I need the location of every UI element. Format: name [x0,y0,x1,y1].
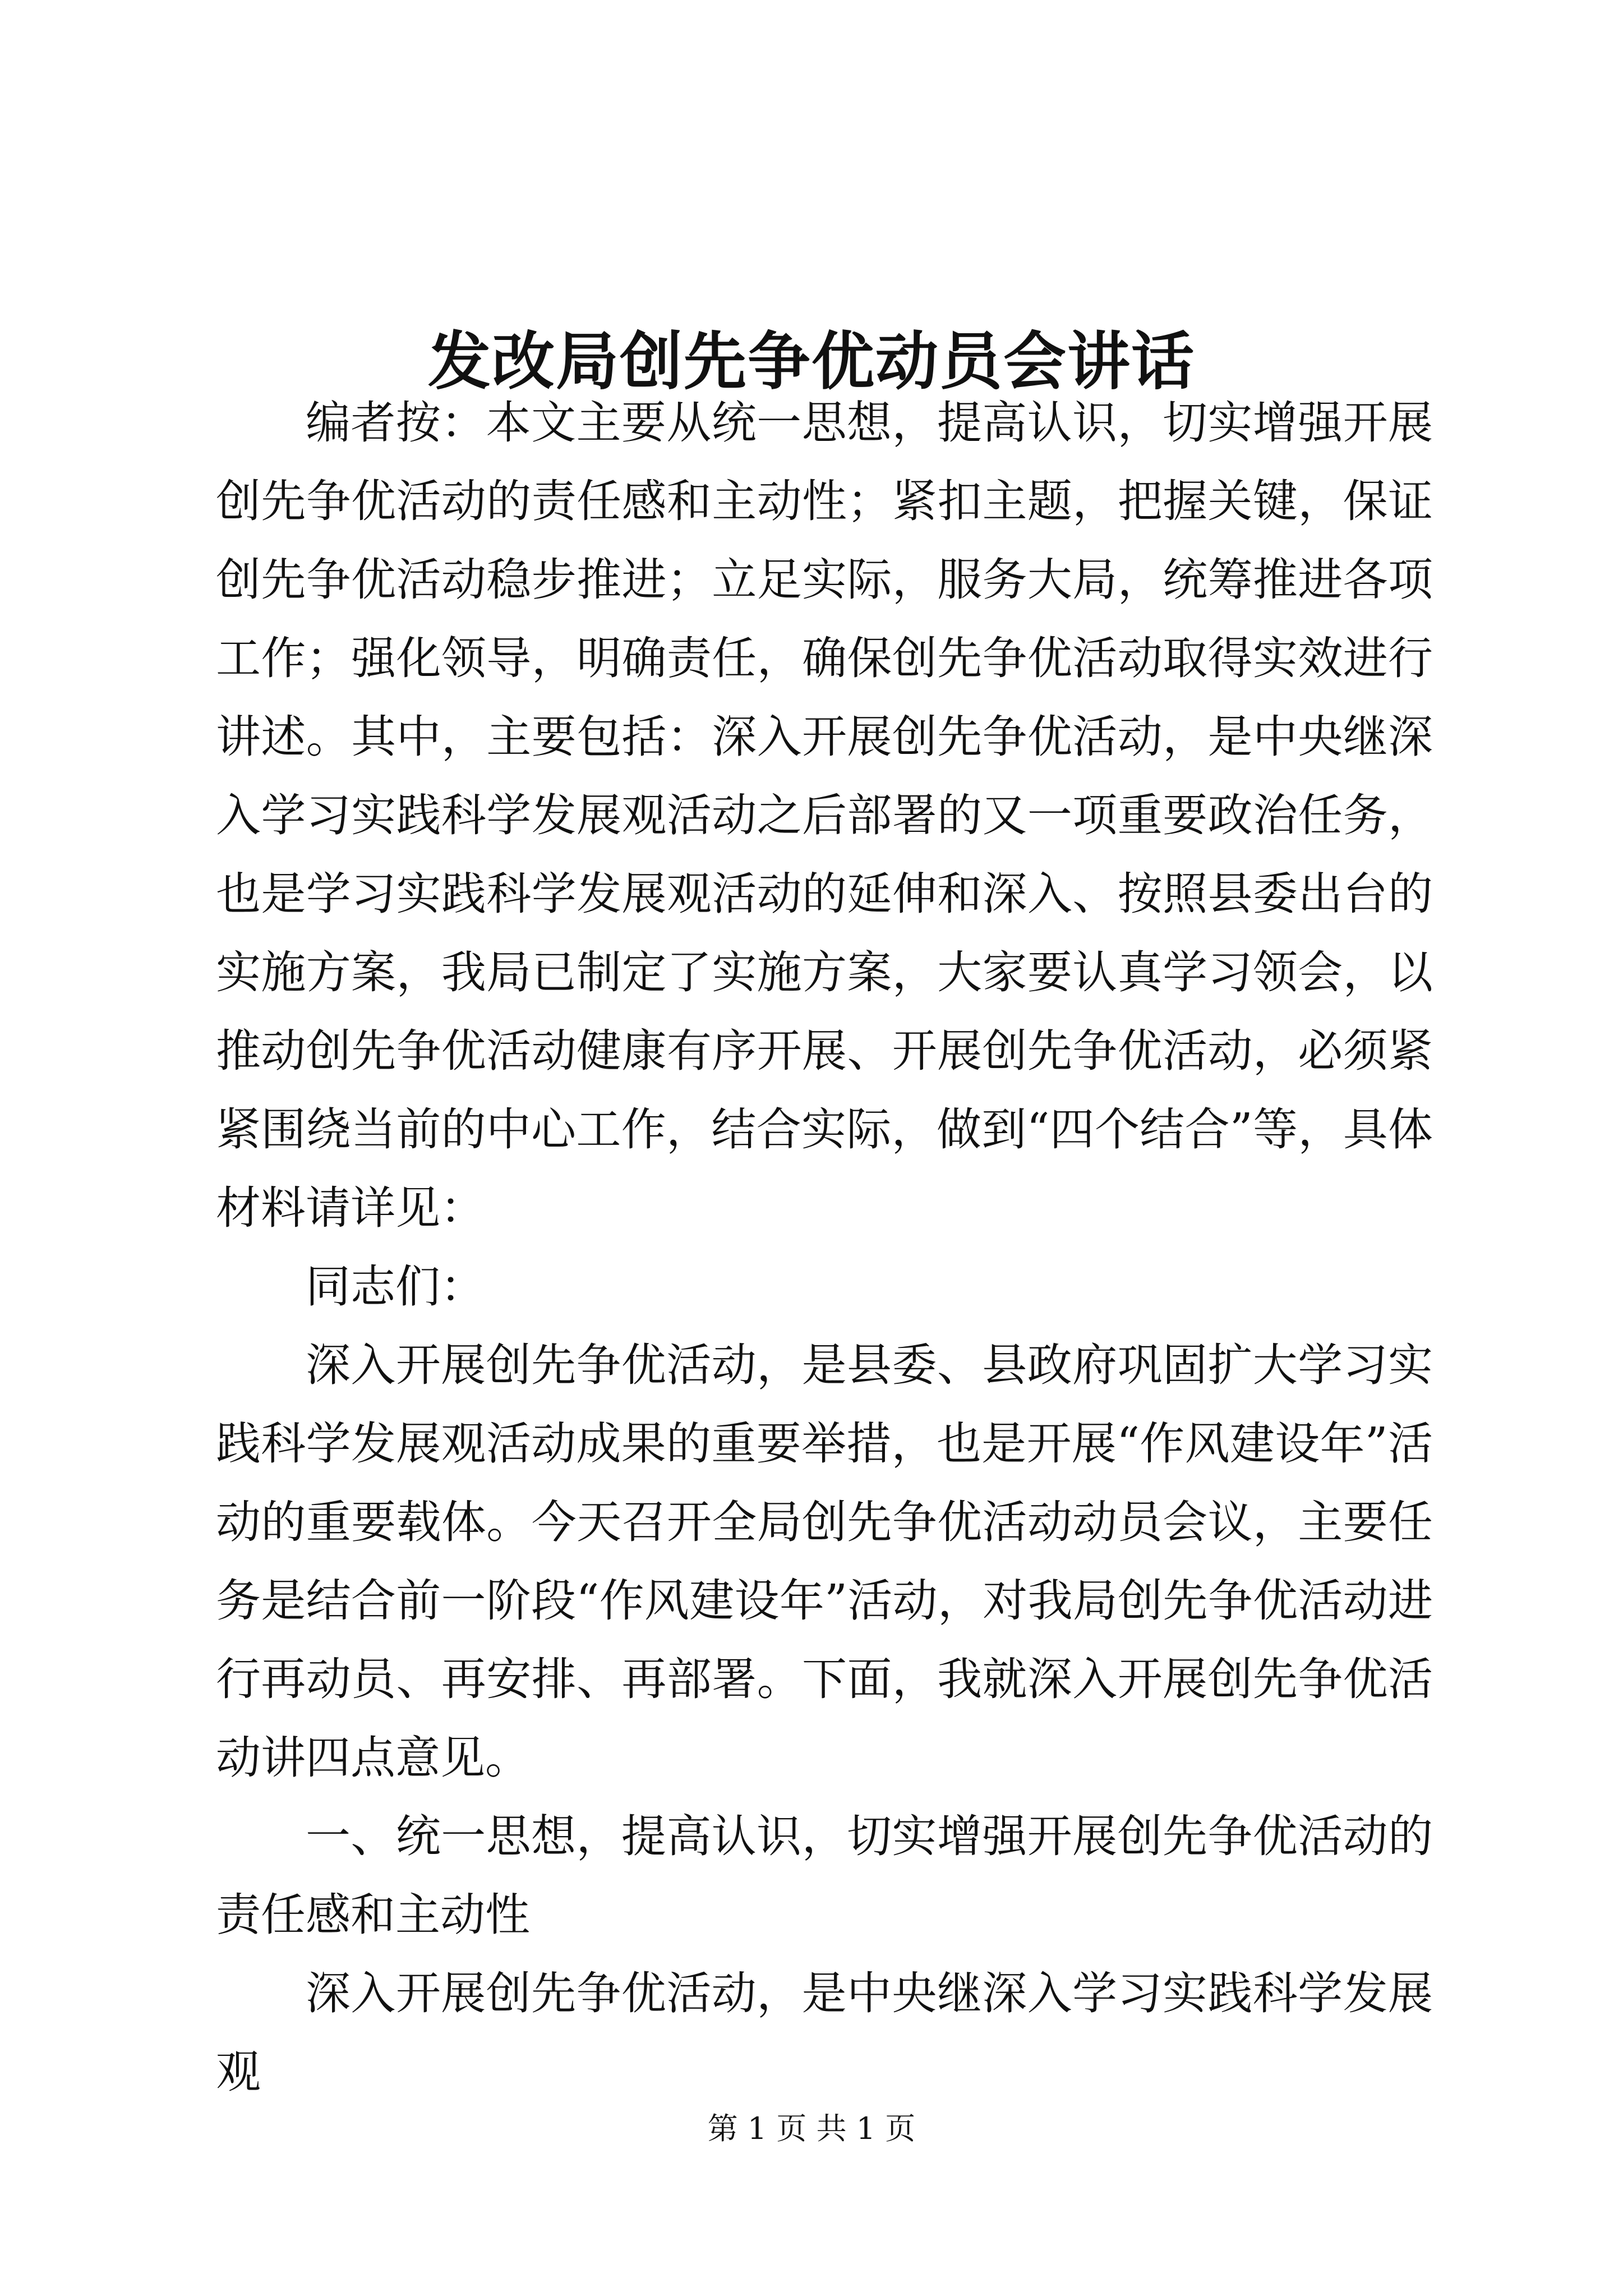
section-heading-paragraph: 一、统一思想，提高认识，切实增强开展创先争优活动的责任感和主动性 [216,1810,1433,1941]
body-paragraph: 深入开展创先争优活动，是县委、县政府巩固扩大学习实践科学发展观活动成果的重要举措，也是开展“作风建设年”活动的重要载体。今天召开全局创先争优活动动员会议，主要任务是结合前一阶段“作风建设年”活动，对我局创先争优活动进行再动员、再安排、再部署。下面，我就深入开展创先争优活动讲四点意见。 [216,1339,1433,1784]
editor-note-paragraph: 编者按：本文主要从统一思想，提高认识，切实增强开展创先争优活动的责任感和主动性；紧扣主题，把握关键，保证创先争优活动稳步推进；立足实际，服务大局，统筹推进各项工作；强化领导，明确责任，确保创先争优活动取得实效进行讲述。其中，主要包括：深入开展创先争优活动，是中央继深入学习实践科学发展观活动之后部署的又一项重要政治任务，也是学习实践科学发展观活动的延伸和深入、按照县委出台的实施方案，我局已制定了实施方案，大家要认真学习领会，以推动创先争优活动健康有序开展、开展创先争优活动，必须紧紧围绕当前的中心工作，结合实际，做到“四个结合”等，具体材料请详见： [216,397,1433,1234]
salutation-paragraph: 同志们： [306,1260,485,1313]
document-body [216,384,1433,2111]
document-title: 发改局创先争优动员会讲话 [428,325,1195,399]
page-footer: 第 1 页 共 1 页 [707,2111,916,2146]
body-paragraph: 深入开展创先争优活动，是中央继深入学习实践科学发展观 [216,1967,1433,2098]
